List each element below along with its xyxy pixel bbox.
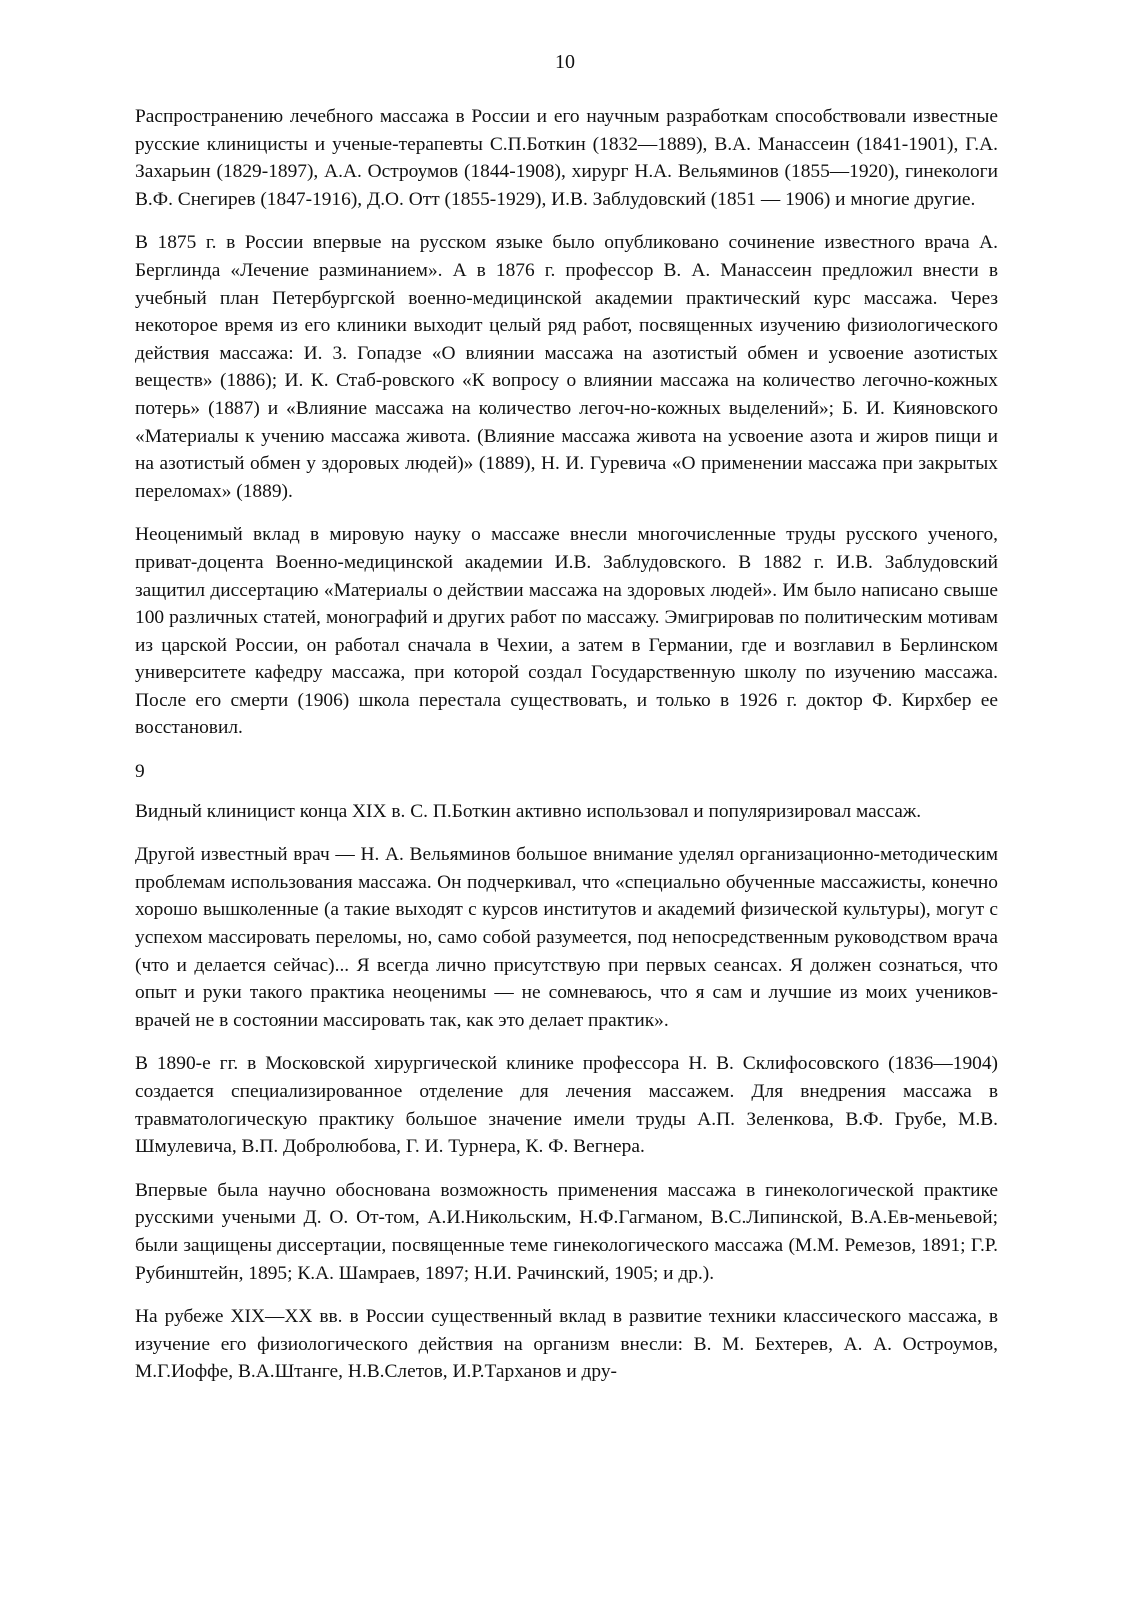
paragraph: В 1875 г. в России впервые на русском языке было опубликовано сочинение известного врача А. Берглинда «Лечение разминанием». А в 1876 г. профессор В. А. Манассеин предложил внести в учебный план Петербургской военно-медицинской академии практический курс массажа. Через некоторое время из его клиники выходит целый ряд работ, посвященных изучению физиологического действия массажа: И. 3. Гопадзе «О влиянии массажа на азотистый обмен и усвоение азотистых веществ» (1886); И. К. Стаб-ровского «К вопросу о влиянии массажа на количество легочно-кожных потерь» (1887) и «Влияние массажа на количество легоч-но-кожных выделений»; Б. И. Кияновского «Материалы к учению массажа живота. (Влияние массажа живота на усвоение азота и жиров пищи и на азотистый обмен у здоровых людей)» (1889), Н. И. Гуревича «О применении массажа при закрытых переломах» (1889). xyxy=(135,232,998,502)
paragraph: Видный клиницист конца XIX в. С. П.Боткин активно использовал и популяризировал массаж. xyxy=(135,800,922,822)
paragraph: В 1890-е гг. в Московской хирургической клинике профессора Н. В. Склифосовского (1836—1904) создается специализированное отделение для лечения массажем. Для внедрения массажа в травматологическую практику большое значение имели труды А.П. Зеленкова, В.Ф. Грубе, М.В. Шмулевича, В.П. Добролюбова, Г. И. Турнера, К. Ф. Вегнера. xyxy=(135,1053,998,1158)
paragraph: Впервые была научно обоснована возможность применения массажа в гинекологической практике русскими учеными Д. О. От-том, А.И.Никольским, Н.Ф.Гагманом, В.С.Липинской, В.А.Ев-меньевой; были защищены диссертации, посвященные теме гинекологического массажа (М.М. Ремезов, 1891; Г.Р. Рубинштейн, 1895; К.А. Шамраев, 1897; Н.И. Рачинский, 1905; и др.). xyxy=(135,1179,998,1284)
page-number: 10 xyxy=(555,51,575,73)
body-text xyxy=(135,103,998,1386)
paragraph: Другой известный врач — Н. А. Вельяминов большое внимание уделял организационно-методическим проблемам использования массажа. Он подчеркивал, что «специально обученные массажисты, конечно хорошо вышколенные (а такие выходят с курсов институтов и академий физической культуры), могут с успехом массировать переломы, но, само собой разумеется, под непосредственным руководством врача (что и делается сейчас)... Я всегда лично присутствую при первых сеансах. Я должен сознаться, что опыт и руки такого практика неоценимы — не сомневаюсь, что я сам и лучшие из моих учеников-врачей не в состоянии массировать так, как это делает практик». xyxy=(135,844,998,1031)
paragraph: На рубеже XIX—XX вв. в России существенный вклад в развитие техники классического массажа, в изучение его физиологического действия на организм внесли: В. М. Бехтерев, А. А. Остроумов, М.Г.Иоффе, В.А.Штанге, Н.В.Слетов, И.Р.Тарханов и дру- xyxy=(135,1306,998,1383)
footnote-marker: 9 xyxy=(135,761,145,783)
paragraph: Неоценимый вклад в мировую науку о массаже внесли многочисленные труды русского ученого, приват-доцента Военно-медицинской академии И.В. Заблудовского. В 1882 г. И.В. Заблудовский защитил диссертацию «Материалы о действии массажа на здоровых людей». Им было написано свыше 100 различных статей, монографий и других работ по массажу. Эмигрировав по политическим мотивам из царской России, он работал сначала в Чехии, а затем в Германии, где и возглавил в Берлинском университете кафедру массажа, при которой создал Государственную школу по изучению массажа. После его смерти (1906) школа перестала существовать, и только в 1926 г. доктор Ф. Кирхбер ее восстановил. xyxy=(135,524,998,739)
paragraph: Распространению лечебного массажа в России и его научным разработкам способствовали известные русские клиницисты и ученые-терапевты С.П.Боткин (1832—1889), В.А. Манассеин (1841-1901), Г.А. Захарьин (1829-1897), А.А. Остроумов (1844-1908), хирург Н.А. Вельяминов (1855—1920), гинекологи В.Ф. Снегирев (1847-1916), Д.О. Отт (1855-1929), И.В. Заблудовский (1851 — 1906) и многие другие. xyxy=(135,106,998,210)
